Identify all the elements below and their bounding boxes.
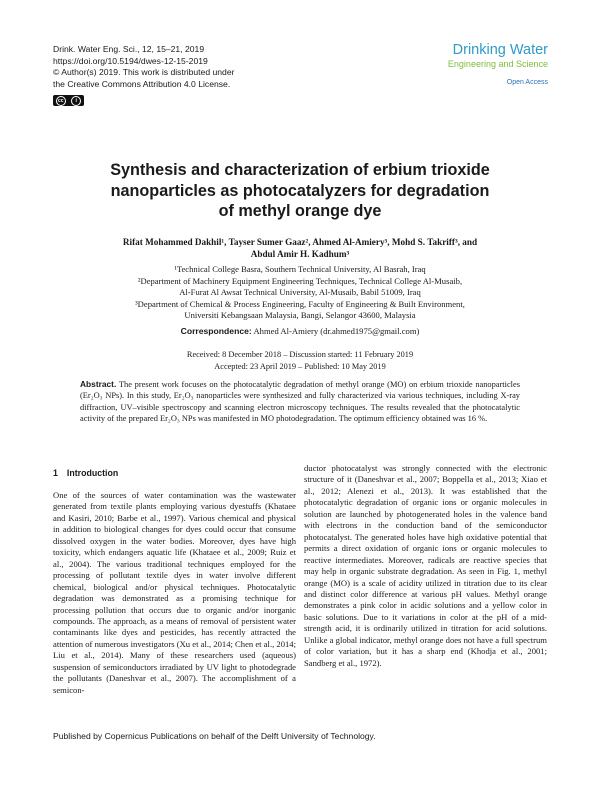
license-line-2: the Creative Commons Attribution 4.0 License. <box>53 78 231 89</box>
authors-line-1: Rifat Mohammed Dakhil¹, Tayser Sumer Gaaz², Ahmed Al-Amiery³, Mohd S. Takriff³, and <box>122 237 478 247</box>
section-title: Introduction <box>66 468 119 478</box>
body-column-left: One of the sources of water contamination was the wastewater generated from textile plants employing various dyestuffs (Khataee and Kasiri, 2010; Barbe et al., 1997). Various chemical and physical in addition to biological changes for dyes could occur that consume dissolved oxygen in the water bodies. Moreover, dyes have high toxicity, which endangers aquatic life (Khataee et al., 2009; Ruiz et al., 2004). The various traditional techniques employed for the processing of pollutant textile dyes in water involve different chemical, biological and/or physical techniques. Photocatalytic degradation was demonstrated as a promising technique for processing pollution that occurs due to organic and/or inorganic compounds. The approach, as a means of removal of persistent water contaminants like dyes and pesticides, has recently attracted the attention of numerous investigators (Xu et al., 2014; Chen et al., 2014; Liu et al., 2014). Many of these researchers used (aqueous) suspension of semiconductors irradiated by UV light to photodegrade the pollutants (Daneshvar et al., 2007). The accomplishment of a semicon- <box>53 490 296 695</box>
author-list <box>70 236 530 260</box>
affiliations <box>70 264 530 322</box>
correspondence-label: Correspondence: <box>180 326 252 336</box>
publication-dates <box>70 349 530 372</box>
correspondence <box>70 326 530 336</box>
paper-title <box>80 160 520 222</box>
section-number: 1 <box>53 468 58 478</box>
journal-logo <box>448 42 548 86</box>
authors-line-2: Abdul Amir H. Kadhum³ <box>250 249 350 259</box>
title-line: nanoparticles as photocatalyzers for degradation <box>110 181 490 200</box>
abstract-text: The present work focuses on the photocatalytic degradation of methyl orange (MO) on erbium trioxide nanoparticles (Er₂O₃ NPs). In this study, Er₂O₃ nanoparticles were synthesized and fully characterized via various techniques, including X-ray diffraction, UV–visible spectroscopy and scanning electron microscopy techniques. The results revealed that the photocatalytic activity of the prepared Er₂O₃ NPs was manifested in MO photodegradation. The optimum efficiency obtained was 16 %. <box>80 380 520 423</box>
body-column-right: ductor photocatalyst was strongly connected with the electronic structure of it (Daneshvar et al., 2007; Boppella et al., 2013; Xiao et al., 2012; Alenezi et al., 2013). It was established that the photocatalytic degradation of organic ions or organic molecules in solution are launched by photogenerated holes in the valence band with electrons in the conduction band of the semiconductor photocatalyst. The generated holes have high oxidative potential that permits a direct oxidation of organic ions or organic molecules to reactive intermediates. Moreover, radicals are reactive species that may help in organic substrate degradation. As seen in Fig. 1, methyl orange (MO) is a scale of acidity utilized in titration due to its clear and distinct color difference at various pH values. Methyl orange demonstrates a pink color in acidic solutions and a yellow color in basic solutions. Due to it variations in color at the pH of a mid-strength acid, it is ordinarily utilized in titration for acid solutions. Unlike a global indicator, methyl orange does not have a full spectrum of color variation, but it has a sharp end (Khodja et al., 2001; Sandberg et al., 1972). <box>304 463 547 668</box>
correspondence-value[interactable]: Ahmed Al-Amiery (dr.ahmed1975@gmail.com) <box>253 326 420 336</box>
doi-link[interactable]: https://doi.org/10.5194/dwes-12-15-2019 <box>53 55 208 66</box>
title-line: of methyl orange dye <box>218 202 382 220</box>
journal-citation: Drink. Water Eng. Sci., 12, 15–21, 2019 <box>53 44 205 54</box>
journal-subtitle: Engineering and Science <box>447 59 548 69</box>
cc-by-icon[interactable] <box>53 95 84 106</box>
affiliation-line: ²Department of Machinery Equipment Engineering Techniques, Technical College Al-Musaib, <box>137 275 463 286</box>
by-icon: i <box>71 96 81 106</box>
dates-line-1: Received: 8 December 2018 – Discussion started: 11 February 2019 <box>186 350 414 359</box>
cc-icon: cc <box>56 96 66 106</box>
journal-name: Drinking Water <box>452 42 548 58</box>
affiliation-line: Universiti Kebangsaan Malaysia, Bangi, Selangor 43600, Malaysia <box>184 310 416 321</box>
publisher-footer: Published by Copernicus Publications on behalf of the Delft University of Technology. <box>53 731 376 741</box>
affiliation-line: ³Department of Chemical & Process Engineering, Faculty of Engineering & Built Environment, <box>135 298 465 309</box>
title-line: Synthesis and characterization of erbium trioxide <box>110 161 490 179</box>
open-access-label: Open Access <box>506 79 548 86</box>
abstract <box>80 379 520 424</box>
dates-line-2: Accepted: 23 April 2019 – Published: 10 May 2019 <box>214 361 386 371</box>
section-heading <box>53 468 127 478</box>
affiliation-line: ¹Technical College Basra, Southern Technical University, Al Basrah, Iraq <box>174 264 426 274</box>
citation-block <box>53 44 234 90</box>
license-line-1: © Author(s) 2019. This work is distributed under <box>53 67 235 77</box>
affiliation-line: Al-Furat Al Awsat Technical University, Al-Musaib, Babil 51009, Iraq <box>179 287 421 298</box>
abstract-label: Abstract. <box>80 379 117 389</box>
